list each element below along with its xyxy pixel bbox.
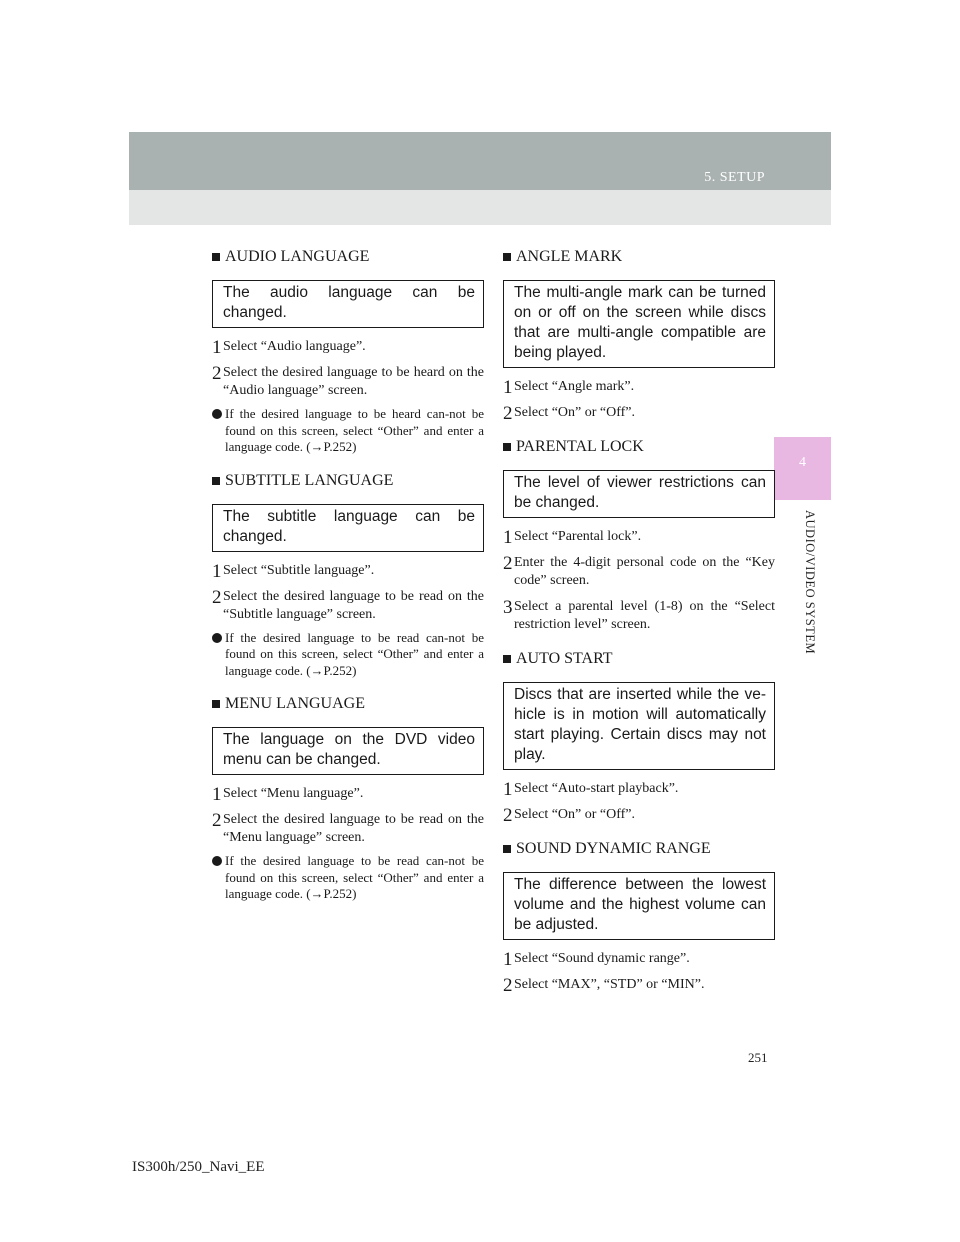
section-auto-start: [503, 648, 775, 824]
step: 2 Enter the 4-digit personal code on the “Key code” screen.: [503, 553, 775, 588]
step: 2 Select the desired language to be heard on the “Audio language” screen.: [212, 363, 484, 398]
step: 3 Select a parental level (1-8) on the “Select restriction level” screen.: [503, 597, 775, 632]
description-box: The level of viewer restrictions can be changed.: [503, 470, 775, 518]
section-parental-lock: [503, 436, 775, 634]
description-box: The multi-angle mark can be turned on or off on the screen while discs that are multi-angle compatible are being played.: [503, 280, 775, 368]
section-title: 5. SETUP: [704, 170, 765, 185]
section-heading: SOUND DYNAMIC RANGE: [503, 838, 775, 860]
section-heading: SUBTITLE LANGUAGE: [212, 470, 484, 492]
chapter-tab: [774, 437, 831, 500]
description-box: The audio language can be changed.: [212, 280, 484, 328]
step: 1 Select “Subtitle language”.: [212, 560, 375, 582]
page-number: 251: [748, 1050, 768, 1065]
square-bullet-icon: [212, 700, 220, 708]
footer-model: IS300h/250_Navi_EE: [132, 1159, 265, 1175]
note: If the desired language to be read can-not be found on this screen, select “Other” and enter a language code. (→P.252): [212, 853, 484, 903]
square-bullet-icon: [503, 845, 511, 853]
square-bullet-icon: [503, 655, 511, 663]
step: 2 Select “On” or “Off”.: [503, 403, 636, 424]
step: 1 Select “Auto-start playback”.: [503, 779, 679, 800]
section-heading: AUDIO LANGUAGE: [212, 246, 484, 268]
left-column: [212, 246, 484, 917]
section-menu-language: [212, 693, 484, 903]
square-bullet-icon: [503, 253, 511, 261]
section-heading: MENU LANGUAGE: [212, 693, 484, 715]
step: 1 Select “Menu language”.: [212, 784, 364, 805]
right-column: [503, 246, 775, 1008]
description-box: The difference between the lowest volume and the highest volume can be adjusted.: [503, 872, 775, 940]
chapter-number: 4: [799, 455, 806, 470]
step: 2 Select “MAX”, “STD” or “MIN”.: [503, 975, 705, 996]
description-box: Discs that are inserted while the ve-hicle is in motion will automatically start playing. Certain discs may not play.: [503, 682, 775, 770]
step: 2 Select “On” or “Off”.: [503, 805, 636, 826]
header-subbar: [129, 190, 831, 225]
step: 2 Select the desired language to be read on the “Menu language” screen.: [212, 810, 484, 845]
section-heading: PARENTAL LOCK: [503, 436, 775, 458]
chapter-label: AUDIO/VIDEO SYSTEM: [803, 510, 817, 655]
step: 1 Select “Sound dynamic range”.: [503, 949, 690, 970]
square-bullet-icon: [212, 477, 220, 485]
section-angle-mark: [503, 246, 775, 422]
round-bullet-icon: [212, 409, 222, 419]
description-box: The subtitle language can be changed.: [212, 504, 484, 552]
description-box: The language on the DVD video menu can be changed.: [212, 727, 484, 775]
step: 1 Select “Angle mark”.: [503, 377, 635, 398]
round-bullet-icon: [212, 633, 222, 643]
note: If the desired language to be read can-not be found on this screen, select “Other” and enter a language code. (→P.252): [212, 630, 484, 680]
step: 1 Select “Audio language”.: [212, 337, 366, 358]
square-bullet-icon: [212, 253, 220, 261]
square-bullet-icon: [503, 443, 511, 451]
step: 2 Select the desired language to be read on the “Subtitle language” screen.: [212, 586, 484, 622]
section-audio-language: [212, 246, 484, 456]
section-sound-dynamic-range: [503, 838, 775, 994]
note: If the desired language to be heard can-not be found on this screen, select “Other” and enter a language code. (→P.252): [212, 406, 484, 456]
section-heading: ANGLE MARK: [503, 246, 775, 268]
section-heading: AUTO START: [503, 648, 775, 670]
step: 1 Select “Parental lock”.: [503, 527, 642, 548]
header-bar: [129, 132, 831, 190]
round-bullet-icon: [212, 856, 222, 866]
section-subtitle-language: [212, 470, 484, 680]
